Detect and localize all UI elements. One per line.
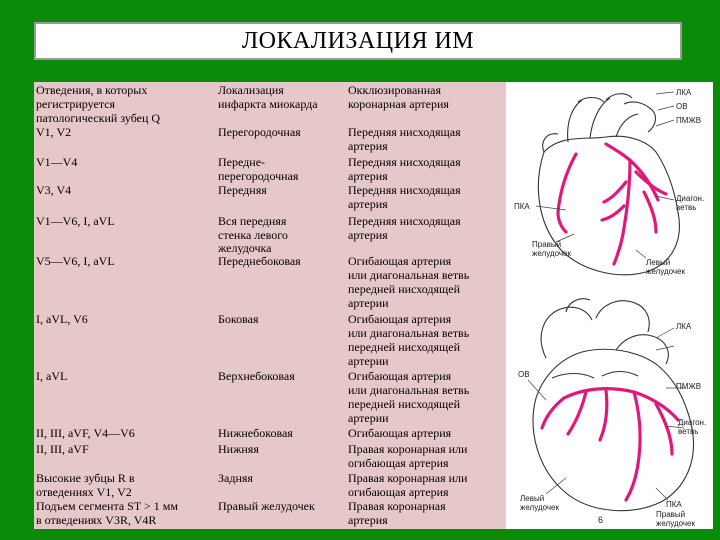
row-artery: или диагональная ветвь: [348, 383, 470, 398]
row-artery: Правая коронарная: [348, 498, 446, 513]
header-leads: Отведения, в которых: [36, 83, 148, 97]
row-artery: огибающая артерия: [348, 455, 449, 470]
row-artery: Передняя нисходящая: [348, 213, 461, 228]
label-diag-top: Диагон. ветвь: [676, 194, 705, 212]
label-rv-top: Правый желудочек: [532, 240, 571, 258]
row-location: Передне-: [218, 155, 266, 170]
header-leads: патологический зубец Q: [36, 110, 161, 125]
row-artery: или диагональная ветвь: [348, 267, 470, 282]
row-location: Перегородочная: [218, 124, 301, 139]
row-leads: V1—V4: [36, 155, 78, 170]
header-artery: коронарная артерия: [348, 96, 449, 111]
row-artery: артерия: [348, 512, 388, 527]
row-location: Вся передняя: [218, 213, 287, 228]
header-location: Локализация: [218, 83, 284, 97]
row-artery: Правая коронарная или: [348, 470, 468, 485]
figure-number: 6: [598, 515, 604, 525]
page-title: ЛОКАЛИЗАЦИЯ ИМ: [241, 27, 475, 54]
label-pmzhv-top: ПМЖВ: [676, 116, 702, 125]
localization-table: [34, 82, 506, 529]
row-leads: V5—V6, I, aVL: [36, 253, 115, 268]
title-box: [34, 22, 682, 60]
row-leads: Подъем сегмента ST > 1 мм: [36, 498, 178, 513]
row-artery: артерия: [348, 138, 388, 153]
label-pka-top: ПКА: [514, 202, 530, 211]
heart-figure-posterior: [506, 288, 713, 529]
row-artery: Огибающая артерия: [348, 369, 452, 384]
row-artery: Передняя нисходящая: [348, 124, 461, 139]
row-artery: или диагональная ветвь: [348, 326, 470, 341]
row-location: Правый желудочек: [218, 498, 315, 513]
label-lv-bottom: Левый желудочек: [520, 494, 559, 512]
label-ov-top: ОВ: [676, 102, 688, 111]
row-artery: артерия: [348, 227, 388, 242]
label-lca-bottom: ЛКА: [676, 322, 692, 331]
row-artery: Правая коронарная или: [348, 441, 468, 456]
row-artery: артерия: [348, 196, 388, 211]
label-diag-bottom: Диагон. ветвь: [678, 418, 707, 436]
row-artery: передней нисходящей: [348, 281, 461, 296]
label-pka-bottom: ПКА: [666, 500, 682, 509]
row-artery: артерии: [348, 295, 389, 310]
row-artery: Огибающая артерия: [348, 312, 452, 327]
row-location: Верхнебоковая: [218, 369, 295, 384]
row-leads: I, aVL: [36, 369, 68, 384]
row-location: Нижняя: [218, 441, 259, 456]
row-location: желудочка: [218, 241, 272, 256]
figures-panel: [506, 82, 713, 529]
row-artery: артерии: [348, 354, 389, 369]
label-lca-top: ЛКА: [676, 88, 692, 97]
row-location: Боковая: [218, 312, 259, 327]
row-artery: Огибающая артерия: [348, 426, 452, 441]
row-location: Нижнебоковая: [218, 426, 293, 441]
row-artery: Передняя нисходящая: [348, 183, 461, 198]
row-leads: V1, V2: [36, 124, 72, 139]
row-leads: в отведениях V3R, V4R: [36, 512, 157, 527]
row-leads: I, aVL, V6: [36, 312, 88, 327]
label-pmzhv-bottom: ПМЖВ: [676, 382, 702, 391]
row-leads: II, III, aVF, V4—V6: [36, 426, 135, 441]
header-leads: регистрируется: [36, 96, 116, 111]
row-location: Передняя: [218, 183, 267, 198]
header-artery: Окклюзированная: [348, 83, 441, 97]
header-location: инфаркта миокарда: [218, 96, 318, 111]
row-leads: Высокие зубцы R в: [36, 470, 135, 485]
heart-figure-anterior: [506, 82, 713, 288]
row-artery: артерия: [348, 169, 388, 184]
row-leads: II, III, aVF: [36, 441, 89, 456]
row-leads: отведениях V1, V2: [36, 484, 132, 499]
row-artery: артерии: [348, 411, 389, 426]
row-artery: передней нисходящей: [348, 397, 461, 412]
row-artery: огибающая артерия: [348, 484, 449, 499]
row-location: Переднебоковая: [218, 253, 301, 268]
label-lv-top: Левый желудочек: [646, 258, 685, 276]
row-location: перегородочная: [218, 169, 299, 184]
row-location: Задняя: [218, 470, 253, 485]
row-artery: передней нисходящей: [348, 340, 461, 355]
row-artery: Огибающая артерия: [348, 253, 452, 268]
row-leads: V3, V4: [36, 183, 72, 198]
label-ov-bottom: ОВ: [518, 370, 530, 379]
label-rv-bottom: Правый желудочек: [656, 510, 695, 528]
row-leads: V1—V6, I, aVL: [36, 213, 115, 228]
row-location: стенка левого: [218, 227, 288, 242]
row-artery: Передняя нисходящая: [348, 155, 461, 170]
